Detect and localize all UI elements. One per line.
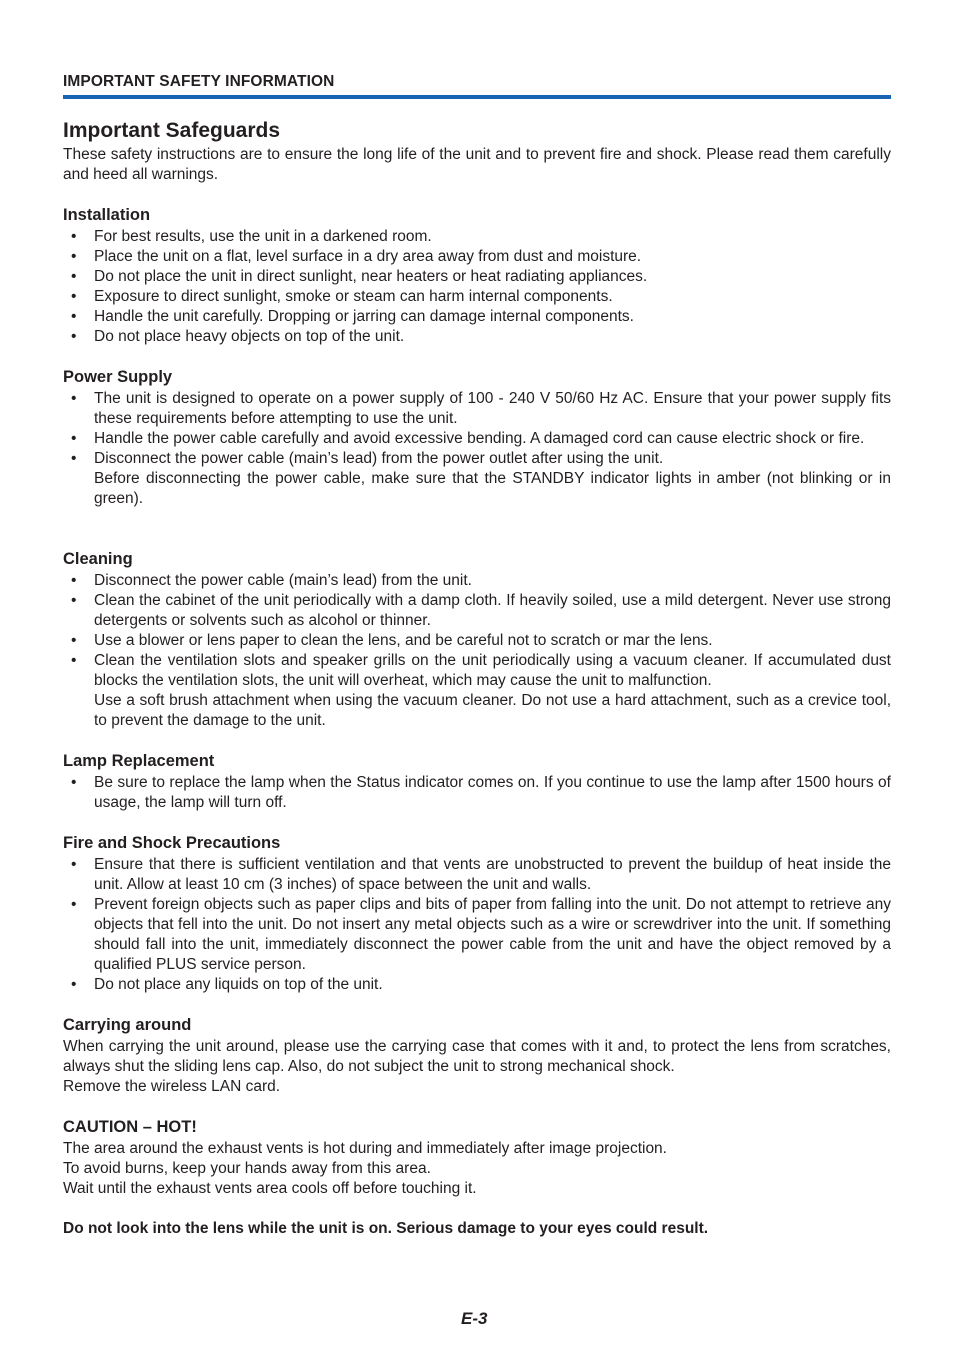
- running-header: IMPORTANT SAFETY INFORMATION: [63, 73, 335, 90]
- bullet-icon: •: [71, 248, 77, 265]
- list-item-text: Handle the power cable carefully and avoid excessive bending. A damaged cord can cause electric shock or fire.: [94, 430, 865, 447]
- bullet-icon: •: [71, 976, 77, 993]
- list-item: [63, 631, 891, 651]
- list-item: [63, 307, 891, 327]
- list-item-text: Be sure to replace the lamp when the Status indicator comes on. If you continue to use the lamp after 1500 hours of usage, the lamp will turn off.: [94, 774, 891, 811]
- fire-shock-heading: Fire and Shock Precautions: [63, 834, 281, 852]
- eye-warning: Do not look into the lens while the unit is on. Serious damage to your eyes could result.: [63, 1220, 709, 1237]
- power-supply-list: [63, 389, 891, 509]
- page-title: Important Safeguards: [63, 119, 281, 142]
- bullet-icon: •: [71, 652, 77, 669]
- bullet-icon: •: [71, 450, 77, 467]
- bullet-icon: •: [71, 572, 77, 589]
- list-item-text: Clean the cabinet of the unit periodically with a damp cloth. If heavily soiled, use a mild detergent. Never use strong detergents or solvents such as alcohol or thinner.: [94, 592, 891, 629]
- list-item-text: Do not place any liquids on top of the unit.: [94, 976, 383, 993]
- cleaning-section: [63, 549, 891, 731]
- caution-line: To avoid burns, keep your hands away from this area.: [63, 1160, 431, 1177]
- carrying-text-2: Remove the wireless LAN card.: [63, 1078, 281, 1095]
- lamp-replacement-section: [63, 751, 891, 813]
- list-item: [63, 651, 891, 731]
- list-item: [63, 773, 891, 813]
- carrying-heading: Carrying around: [63, 1016, 192, 1034]
- lamp-replacement-heading: Lamp Replacement: [63, 752, 215, 770]
- list-item-text: Handle the unit carefully. Dropping or jarring can damage internal components.: [94, 308, 634, 325]
- bullet-icon: •: [71, 288, 77, 305]
- list-item: [63, 247, 891, 267]
- bullet-icon: •: [71, 308, 77, 325]
- installation-heading: Installation: [63, 206, 151, 224]
- bullet-icon: •: [71, 592, 77, 609]
- list-item-text: Place the unit on a flat, level surface in a dry area away from dust and moisture.: [94, 248, 642, 265]
- bullet-icon: •: [71, 390, 77, 407]
- fire-shock-section: [63, 833, 891, 995]
- list-item: [63, 287, 891, 307]
- list-item-text: Clean the ventilation slots and speaker grills on the unit periodically using a vacuum cleaner. If accumulated dust blocks the ventilation slots, the unit will overheat, which may cause the unit to malfunction.: [94, 652, 891, 689]
- list-item: [63, 975, 891, 995]
- list-item: [63, 227, 891, 247]
- bullet-icon: •: [71, 632, 77, 649]
- bullet-icon: •: [71, 896, 77, 913]
- list-item-text: Disconnect the power cable (main’s lead) from the unit.: [94, 572, 472, 589]
- list-item: [63, 895, 891, 975]
- bullet-icon: •: [71, 228, 77, 245]
- header-rule: [63, 95, 891, 99]
- installation-list: [63, 227, 891, 347]
- caution-line: The area around the exhaust vents is hot during and immediately after image projection.: [63, 1140, 667, 1157]
- list-item: [63, 571, 891, 591]
- bullet-icon: •: [71, 430, 77, 447]
- list-item: [63, 267, 891, 287]
- list-item-note: Use a soft brush attachment when using the vacuum cleaner. Do not use a hard attachment, such as a crevice tool, to prevent the damage to the unit.: [94, 692, 891, 729]
- caution-heading: CAUTION – HOT!: [63, 1118, 197, 1136]
- list-item: [63, 591, 891, 631]
- fire-shock-list: [63, 855, 891, 995]
- list-item: [63, 855, 891, 895]
- carrying-text: When carrying the unit around, please use the carrying case that comes with it and, to protect the lens from scratches, always shut the sliding lens cap. Also, do not subject the unit to strong mechanical shock.: [63, 1038, 891, 1075]
- list-item-text: Use a blower or lens paper to clean the lens, and be careful not to scratch or mar the lens.: [94, 632, 713, 649]
- installation-section: [63, 205, 891, 347]
- list-item: [63, 389, 891, 429]
- power-supply-section: [63, 367, 891, 509]
- cleaning-list: [63, 571, 891, 731]
- list-item-text: Disconnect the power cable (main’s lead) from the power outlet after using the unit.: [94, 450, 664, 467]
- intro-section: [63, 145, 891, 185]
- bullet-icon: •: [71, 268, 77, 285]
- list-item: [63, 429, 891, 449]
- caution-line: Wait until the exhaust vents area cools off before touching it.: [63, 1180, 477, 1197]
- list-item: [63, 327, 891, 347]
- list-item-text: Do not place heavy objects on top of the unit.: [94, 328, 405, 345]
- lamp-replacement-list: [63, 773, 891, 813]
- bullet-icon: •: [71, 328, 77, 345]
- power-supply-heading: Power Supply: [63, 368, 173, 386]
- list-item-text: The unit is designed to operate on a power supply of 100 - 240 V 50/60 Hz AC. Ensure that your power supply fits these requirements before attempting to use the unit.: [94, 390, 891, 427]
- bullet-icon: •: [71, 856, 77, 873]
- carrying-section: [63, 1015, 891, 1097]
- list-item-text: Exposure to direct sunlight, smoke or steam can harm internal components.: [94, 288, 613, 305]
- intro-text: These safety instructions are to ensure the long life of the unit and to prevent fire and shock. Please read them carefully and heed all warnings.: [63, 146, 891, 183]
- list-item-text: For best results, use the unit in a darkened room.: [94, 228, 432, 245]
- page-number: E-3: [461, 1309, 488, 1328]
- cleaning-heading: Cleaning: [63, 550, 133, 568]
- list-item-text: Ensure that there is sufficient ventilation and that vents are unobstructed to prevent the buildup of heat inside the unit. Allow at least 10 cm (3 inches) of space between the unit and walls.: [94, 856, 891, 893]
- list-item-text: Prevent foreign objects such as paper clips and bits of paper from falling into the unit. Do not attempt to retrieve any objects that fell into the unit. Do not insert any metal objects such as a wire or screwdriver into the unit. If something should fall into the unit, immediately disconnect the power cable from the unit and have the object removed by a qualified PLUS service person.: [94, 896, 891, 973]
- caution-section: [63, 1117, 891, 1199]
- list-item-note: Before disconnecting the power cable, make sure that the STANDBY indicator lights in amber (not blinking or in green).: [94, 470, 891, 507]
- list-item: [63, 449, 891, 509]
- bullet-icon: •: [71, 774, 77, 791]
- list-item-text: Do not place the unit in direct sunlight, near heaters or heat radiating appliances.: [94, 268, 648, 285]
